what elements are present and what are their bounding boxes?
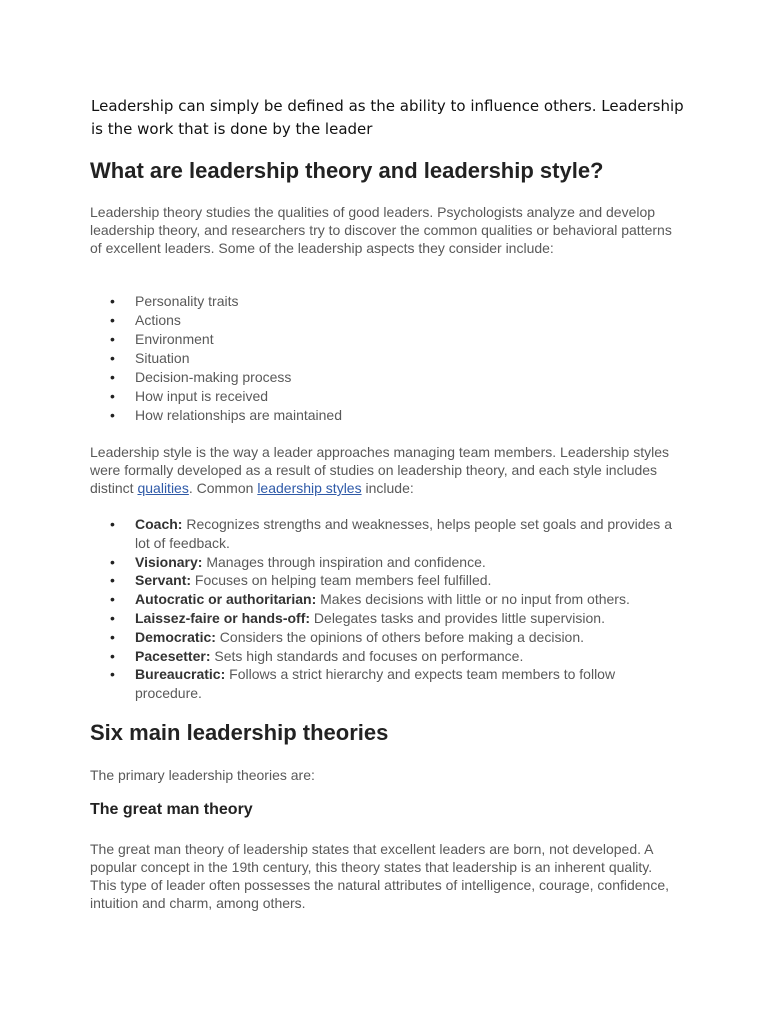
style-term: Pacesetter:: [135, 647, 211, 664]
qualities-link[interactable]: qualities: [137, 480, 189, 496]
list-item: [90, 665, 680, 703]
para2-text-middle: . Common: [188, 480, 258, 496]
style-desc: Makes decisions with little or no input from others.: [316, 591, 630, 608]
paragraph-primary-theories: The primary leadership theories are:: [90, 767, 315, 783]
list-item: • Environment: [90, 330, 680, 349]
style-term: Laissez-faire or hands-off:: [135, 609, 311, 626]
list-item: [90, 553, 680, 572]
style-desc: Focuses on helping team members feel fulfilled.: [191, 572, 492, 589]
aspects-list: [90, 292, 680, 425]
list-item: • Situation: [90, 349, 680, 368]
paragraph-leadership-style: [90, 443, 680, 497]
style-term: Visionary:: [135, 553, 203, 570]
list-item: [90, 515, 680, 553]
style-desc: Manages through inspiration and confidence.: [202, 553, 486, 570]
para2-text-before: Leadership style is the way a leader approaches managing team members. Leadership styles were formally developed as a result of studies on leadership theory, and each style includes distinct: [90, 444, 669, 496]
style-term: Autocratic or authoritarian:: [135, 591, 317, 608]
heading-theory-and-style: What are leadership theory and leadership style?: [90, 158, 604, 183]
style-desc: Considers the opinions of others before making a decision.: [215, 628, 585, 645]
leadership-styles-link[interactable]: leadership styles: [257, 480, 362, 496]
heading-six-theories: Six main leadership theories: [90, 720, 389, 745]
heading-great-man-theory: The great man theory: [90, 801, 253, 818]
style-desc: Sets high standards and focuses on performance.: [210, 647, 524, 664]
style-term: Coach:: [135, 516, 183, 532]
list-item: [90, 628, 680, 647]
style-desc: Follows a strict hierarchy and expects team members to follow procedure.: [135, 666, 616, 702]
list-item: [90, 647, 680, 666]
list-item: [90, 590, 680, 609]
list-item: [90, 609, 680, 628]
list-item: • Personality traits: [90, 292, 680, 311]
paragraph-leadership-theory: Leadership theory studies the qualities of good leaders. Psychologists analyze and develop leadership theory, and researchers try to discover the common qualities or behavioral patterns of excellent leaders. Some of the leadership aspects they consider include:: [90, 204, 672, 256]
leadership-styles-list: [90, 515, 680, 703]
style-term: Servant:: [135, 572, 192, 589]
intro-paragraph: Leadership can simply be defined as the ability to influence others. Leadership is the work that is done by the leader: [91, 97, 684, 138]
style-term: Democratic:: [135, 628, 216, 645]
list-item: [90, 571, 680, 590]
style-term: Bureaucratic:: [135, 666, 226, 683]
list-item: • Decision-making process: [90, 368, 680, 387]
list-item: • Actions: [90, 311, 680, 330]
list-item: • How relationships are maintained: [90, 406, 680, 425]
list-item: • How input is received: [90, 387, 680, 406]
style-desc: Delegates tasks and provides little supervision.: [310, 609, 605, 626]
paragraph-great-man-theory: The great man theory of leadership states that excellent leaders are born, not developed. A popular concept in the 19th century, this theory states that leadership is an inherent quality. This type of leader often possesses the natural attributes of intelligence, courage, confidence, intuition and charm, among others.: [90, 841, 670, 911]
style-desc: Recognizes strengths and weaknesses, helps people set goals and provides a lot of feedback.: [135, 516, 672, 551]
para2-text-after: include:: [361, 480, 414, 496]
